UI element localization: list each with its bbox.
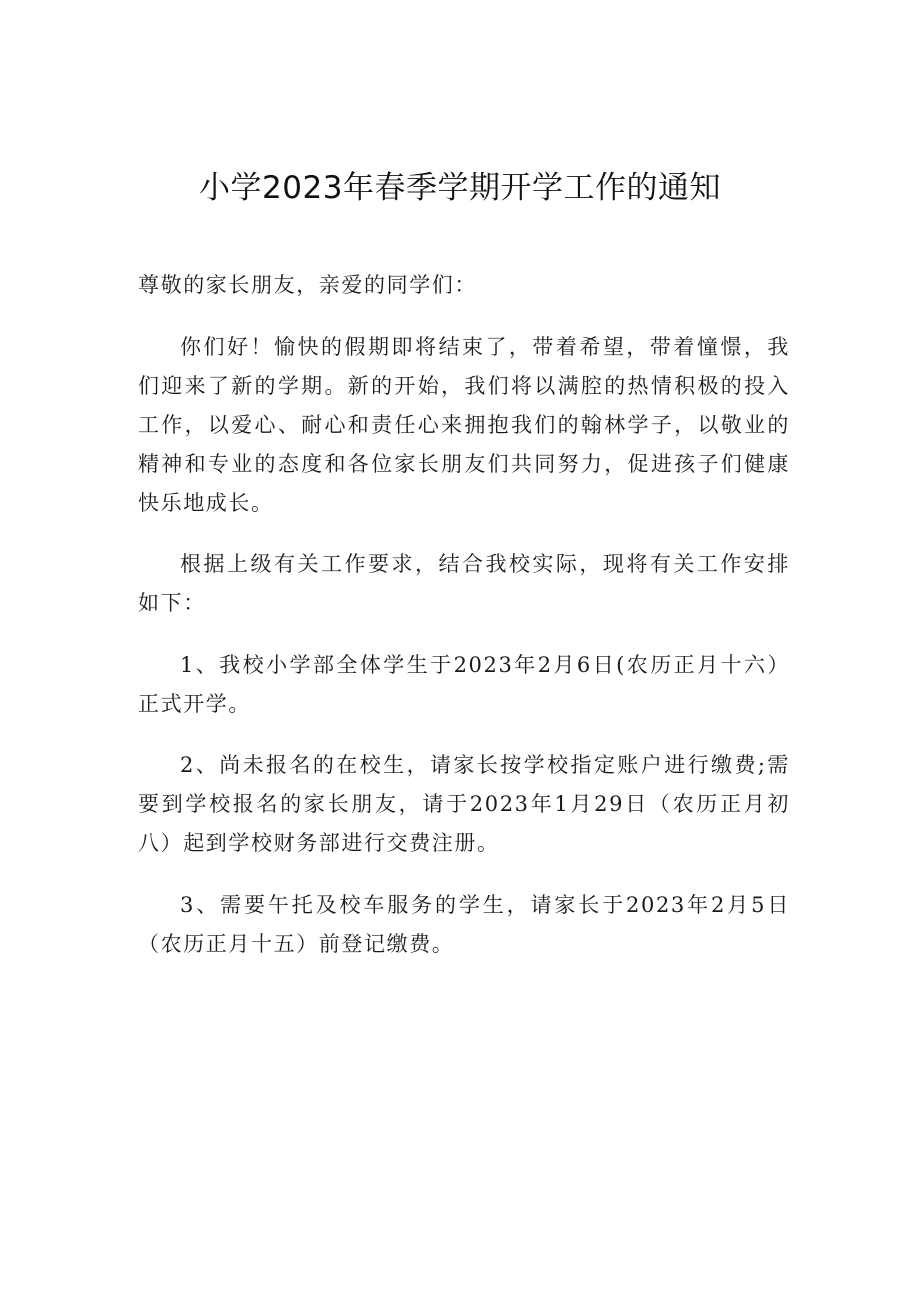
salutation: 尊敬的家长朋友，亲爱的同学们： [138, 273, 477, 297]
paragraph-intro: 根据上级有关工作要求，结合我校实际，现将有关工作安排如下： [138, 552, 790, 615]
paragraph-item-3: 3、需要午托及校车服务的学生，请家长于2023年2月5日（农历正月十五）前登记缴费。 [138, 892, 790, 956]
paragraph-item-1: 1、我校小学部全体学生于2023年2月6日(农历正月十六）正式开学。 [138, 652, 790, 716]
paragraph-item-2: 2、尚未报名的在校生，请家长按学校指定账户进行缴费;需要到学校报名的家长朋友，请于2023年1月29日（农历正月初八）起到学校财务部进行交费注册。 [138, 753, 790, 855]
document-title: 小学2023年春季学期开学工作的通知 [199, 170, 721, 206]
paragraph-greeting: 你们好！愉快的假期即将结束了，带着希望，带着憧憬，我们迎来了新的学期。新的开始，我们将以满腔的热情积极的投入工作，以爱心、耐心和责任心来拥抱我们的翰林学子，以敬业的精神和专业的态度和各位家长朋友们共同努力，促进孩子们健康快乐地成长。 [138, 334, 790, 515]
document-body [138, 266, 790, 986]
